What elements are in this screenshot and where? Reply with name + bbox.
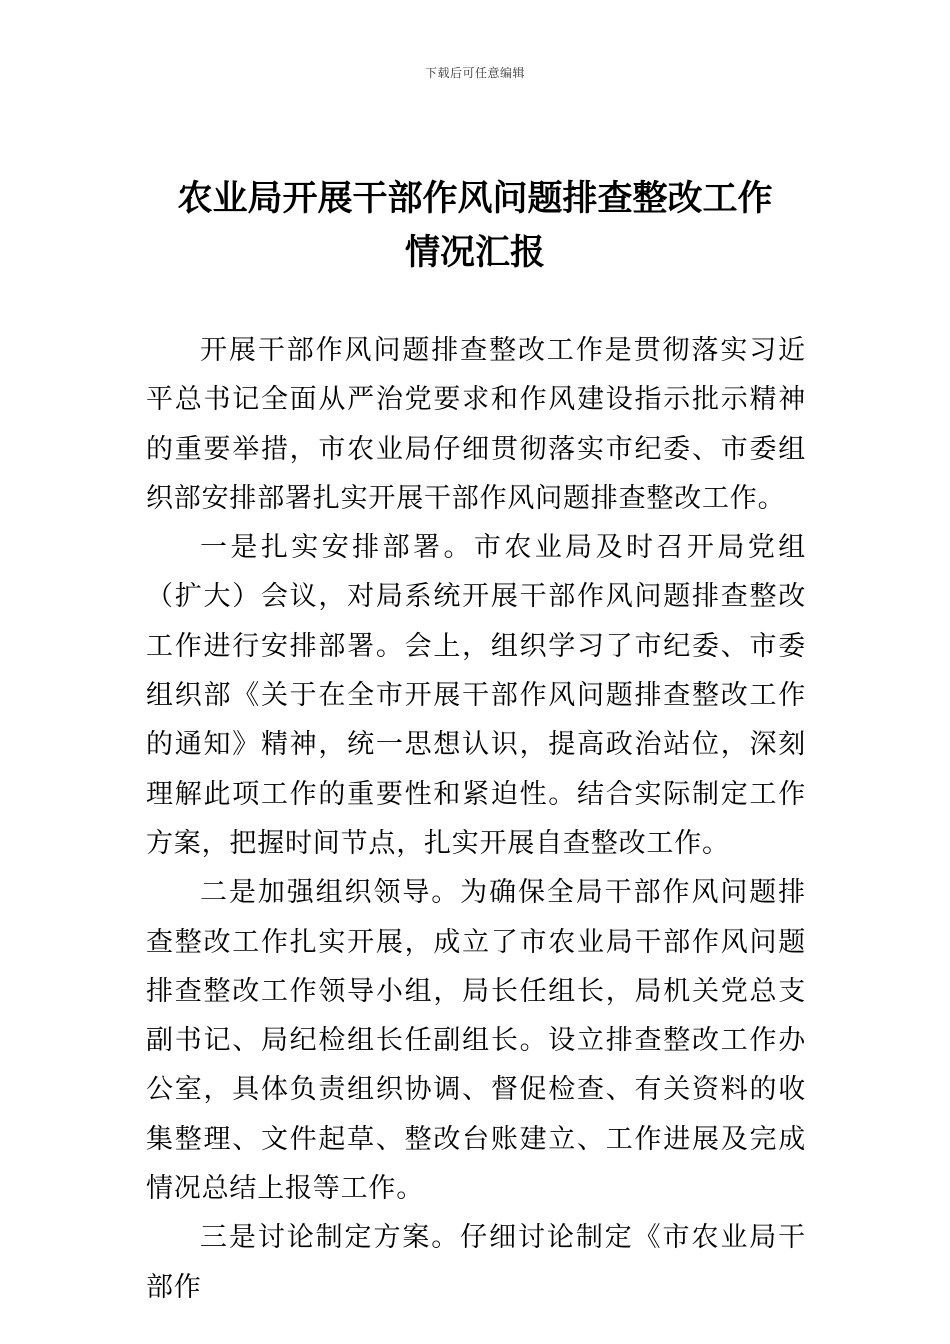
document-title — [100, 172, 850, 280]
paragraph-intro: 开展干部作风问题排查整改工作是贯彻落实习近平总书记全面从严治党要求和作风建设指示批示精神的重要举措，市农业局仔细贯彻落实市纪委、市委组织部安排部署扎实开展干部作风问题排查整改工作。 — [146, 335, 806, 514]
header-note: 下载后可任意编辑 — [424, 66, 525, 80]
document-body — [146, 326, 806, 1312]
title-line-1: 农业局开展干部作风问题排查整改工作 — [177, 179, 773, 219]
paragraph-deployment: 一是扎实安排部署。市农业局及时召开局党组（扩大）会议，对局系统开展干部作风问题排查整改工作进行安排部署。会上，组织学习了市纪委、市委组织部《关于在全市开展干部作风问题排查整改工作的通知》精神，统一思想认识，提高政治站位，深刻理解此项工作的重要性和紧迫性。结合实际制定工作方案，把握时间节点，扎实开展自查整改工作。 — [146, 532, 806, 859]
paragraph-plan: 三是讨论制定方案。仔细讨论制定《市农业局干部作 — [146, 1222, 806, 1303]
title-line-2: 情况汇报 — [404, 233, 545, 273]
paragraph-leadership: 二是加强组织领导。为确保全局干部作风问题排查整改工作扎实开展，成立了市农业局干部作风问题排查整改工作领导小组，局长任组长，局机关党总支副书记、局纪检组长任副组长。设立排查整改工作办公室，具体负责组织协调、督促检查、有关资料的收集整理、文件起草、整改台账建立、工作进展及完成情况总结上报等工作。 — [146, 877, 806, 1205]
